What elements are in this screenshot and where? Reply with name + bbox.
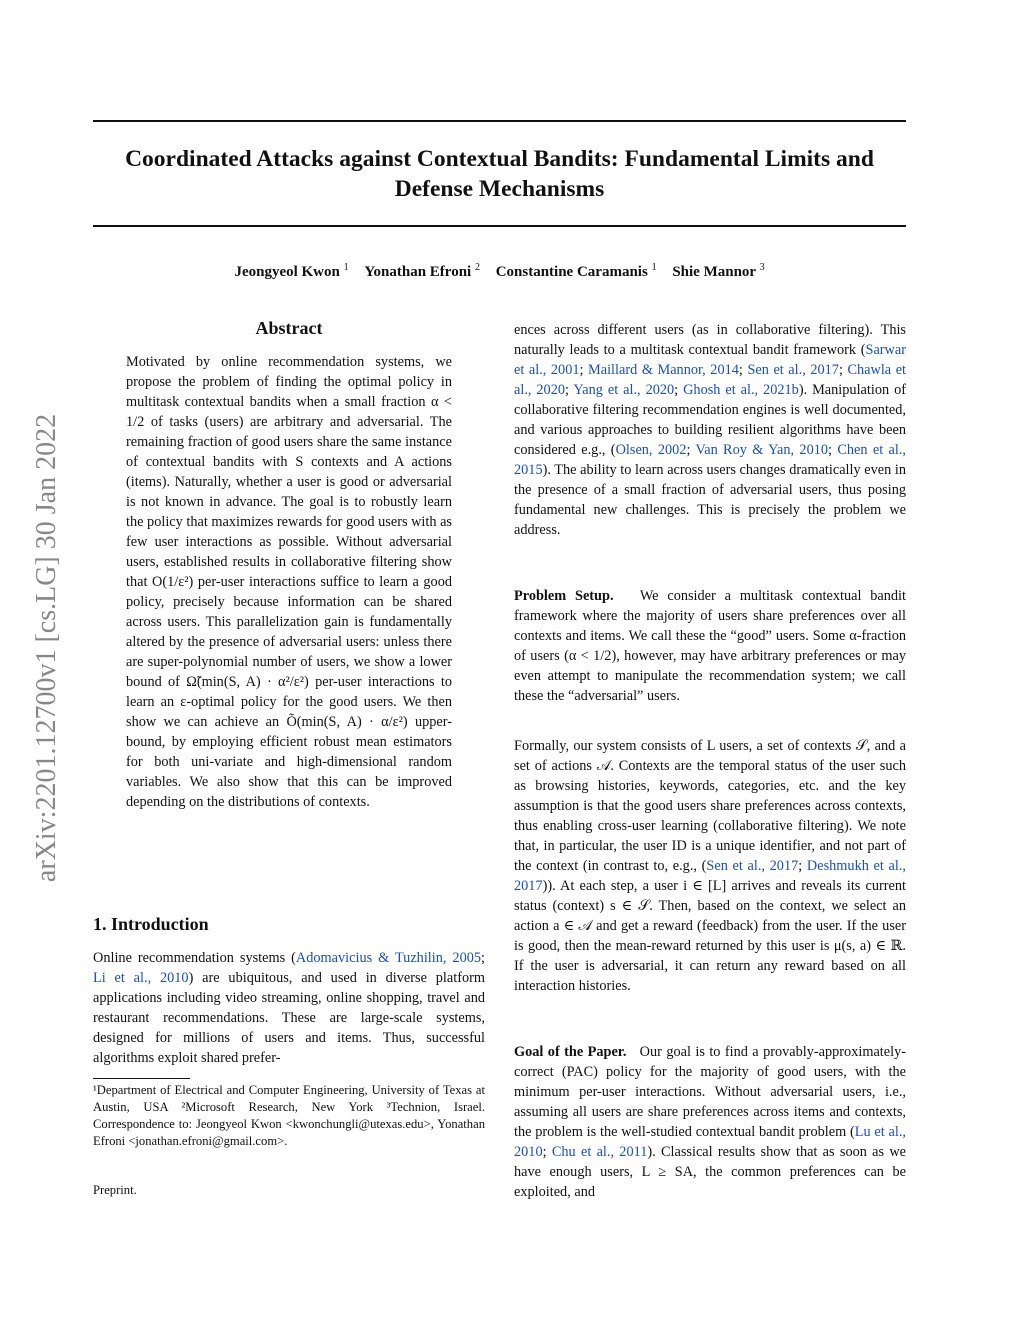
separator: ; [738,362,748,378]
body-text: )). At each step, a user i ∈ [L] arrives and reveals its current status (context) s ∈ 𝒮. Then, based on the context, we select an action a ∈ 𝒜 and get a reward (feedback) from the user. If the user is good, then the mean-reward returned by this user is μ(s, a) ∈ ℝ. If the user is adversarial, it can return any reward based on all interaction histories. [514,878,906,994]
author-name: Yonathan Efroni [364,264,472,280]
author [364,264,480,280]
paragraph-heading: Problem Setup. [514,588,614,604]
separator: ; [565,382,574,398]
title-bottom-rule [93,225,906,227]
citation-link[interactable]: Van Roy & Yan, 2010 [695,442,829,458]
citation-link[interactable]: Maillard & Mannor, 2014 [588,362,739,378]
body-text: ). Manipulation of collaborative filtering recommendation engines is well documented, and various approaches to building resilient algorithms have been considered e.g., ( [514,382,906,458]
citation-link[interactable]: Sen et al., 2017 [747,362,839,378]
author-name: Constantine Caramanis [495,264,648,280]
intro-text: ) are ubiquitous, and used in diverse platform applications including video streaming, online shopping, travel and restaurant recommendations. These are large-scale systems, designed for millions of users and items. Thus, successful algorithms exploit shared prefer- [93,970,485,1066]
body-text: ). Classical results show that as soon as we have enough users, L ≥ SA, the common preferences can be exploited, and [514,1144,907,1200]
citation-link[interactable]: Lu et al., 2010 [514,1124,906,1160]
intro-text: Online recommendation systems ( [93,950,296,966]
separator: ; [828,442,838,458]
citation-link[interactable]: Chu et al., 2011 [551,1144,648,1160]
citation-link[interactable]: Deshmukh et al., 2017 [514,858,907,894]
author [672,264,764,280]
separator: ; [838,362,848,378]
separator: ; [686,442,696,458]
problem-setup-paragraph [514,586,906,706]
footnote-rule [93,1078,190,1079]
body-text: We consider a multitask contextual bandit framework where the majority of users share preferences over all contexts and items. We call these the “good” users. Some α-fraction of users (α < 1/2), however, may have arbitrary preferences or may even attempt to manipulate the recommendation system; we call these the “adversarial” users. [514,588,907,704]
author-list [93,262,906,281]
citation-link[interactable]: Yang et al., 2020 [573,382,675,398]
author-affiliation: 1 [343,262,349,273]
citation-link[interactable]: Sen et al., 2017 [706,858,799,874]
body-text: ences across different users (as in collaborative filtering). This naturally leads to a multitask contextual bandit framework ( [514,322,906,358]
citation-link[interactable]: Sarwar et al., 2001 [514,342,906,378]
arxiv-identifier: arXiv:2201.12700v1 [cs.LG] 30 Jan 2022 [31,413,62,883]
citation-link[interactable]: Chen et al., 2015 [514,442,906,478]
author-affiliation: 2 [474,262,480,273]
citation-link[interactable]: Chawla et al., 2020 [514,362,907,398]
author-name: Shie Mannor [672,264,756,280]
section-heading-introduction: 1. Introduction [93,914,209,934]
goal-paragraph [514,1042,906,1202]
separator: ; [674,382,684,398]
preprint-label: Preprint. [93,1183,137,1197]
author-affiliation: 1 [651,262,657,273]
citation-link[interactable]: Ghosh et al., 2021b [683,382,799,398]
citation-link[interactable]: Li et al., 2010 [93,970,189,986]
footnote-text: ¹Department of Electrical and Computer Engineering, University of Texas at Austin, USA ²Microsoft Research, New York ³Technion, Israel. Correspondence to: Jeongyeol Kwon <kwonchungli@utexas.edu>, Yonathan Efroni <jonathan.efroni@gmail.com>. [93,1083,485,1148]
formal-setup-paragraph [514,736,906,996]
abstract-body [126,352,452,812]
abstract-text: Motivated by online recommendation systems, we propose the problem of finding the optimal policy in multitask contextual bandits when a small fraction α < 1/2 of tasks (users) are arbitrary and adversarial. The remaining fraction of good users share the same instance of contextual bandits with S contexts and A actions (items). Naturally, whether a user is good or adversarial is not known in advance. The goal is to robustly learn the policy that maximizes rewards for good users with as few user interactions as possible. Without adversarial users, established results in collaborative filtering show that O(1/ε²) per-user interactions suffice to learn a good policy, precisely because information can be shared across users. This parallelization gain is fundamentally altered by the presence of adversarial users: unless there are super-polynomial number of users, we show a lower bound of Ω̃(min(S, A) · α²/ε²) per-user interactions to learn an ε-optimal policy for the good users. We then show we can achieve an Õ(min(S, A) · α/ε²) upper-bound, by employing efficient robust mean estimators for both uni-variate and high-dimensional random variables. We also show that this can be improved depending on the distributions of contexts. [126,354,452,810]
body-text: ). The ability to learn across users changes dramatically even in the presence of a small fraction of adversarial users, thus posing fundamental new challenges. This is precisely the problem we address. [514,462,906,538]
intro-paragraph [93,948,485,1068]
affiliation-footnote [93,1082,485,1150]
author [234,264,348,280]
top-rule [93,120,906,122]
citation-link[interactable]: Adomavicius & Tuzhilin, 2005 [295,950,482,966]
intro-text: ; [481,950,485,966]
paper-title: Coordinated Attacks against Contextual Bandits: Fundamental Limits and Defense Mechanisms [125,146,874,202]
intro-continuation-paragraph [514,320,906,540]
author-affiliation: 3 [759,262,765,273]
body-text: Formally, our system consists of L users, a set of contexts 𝒮, and a set of actions 𝒜. Contexts are the temporal status of the user such as browsing histories, keywords, categories, etc. and the key assumption is that the good users share preferences across contexts, thus enabling cross-user learning (collaborative filtering). We note that, in particular, the user ID is a unique identifier, and not part of the context (in contrast to, e.g., ( [514,738,906,874]
body-text: Our goal is to find a provably-approximately-correct (PAC) policy for the majority of good users, with the minimum per-user interactions. Without adversarial users, i.e., assuming all users are share preferences across items and contexts, the problem is the well-studied contextual bandit problem ( [514,1044,906,1140]
separator: ; [542,1144,552,1160]
separator: ; [579,362,589,378]
paragraph-heading: Goal of the Paper. [514,1044,627,1060]
citation-link[interactable]: Olsen, 2002 [615,442,687,458]
author-name: Jeongyeol Kwon [234,264,340,280]
separator: ; [798,858,807,874]
abstract-heading: Abstract [255,318,323,338]
author [496,264,657,280]
